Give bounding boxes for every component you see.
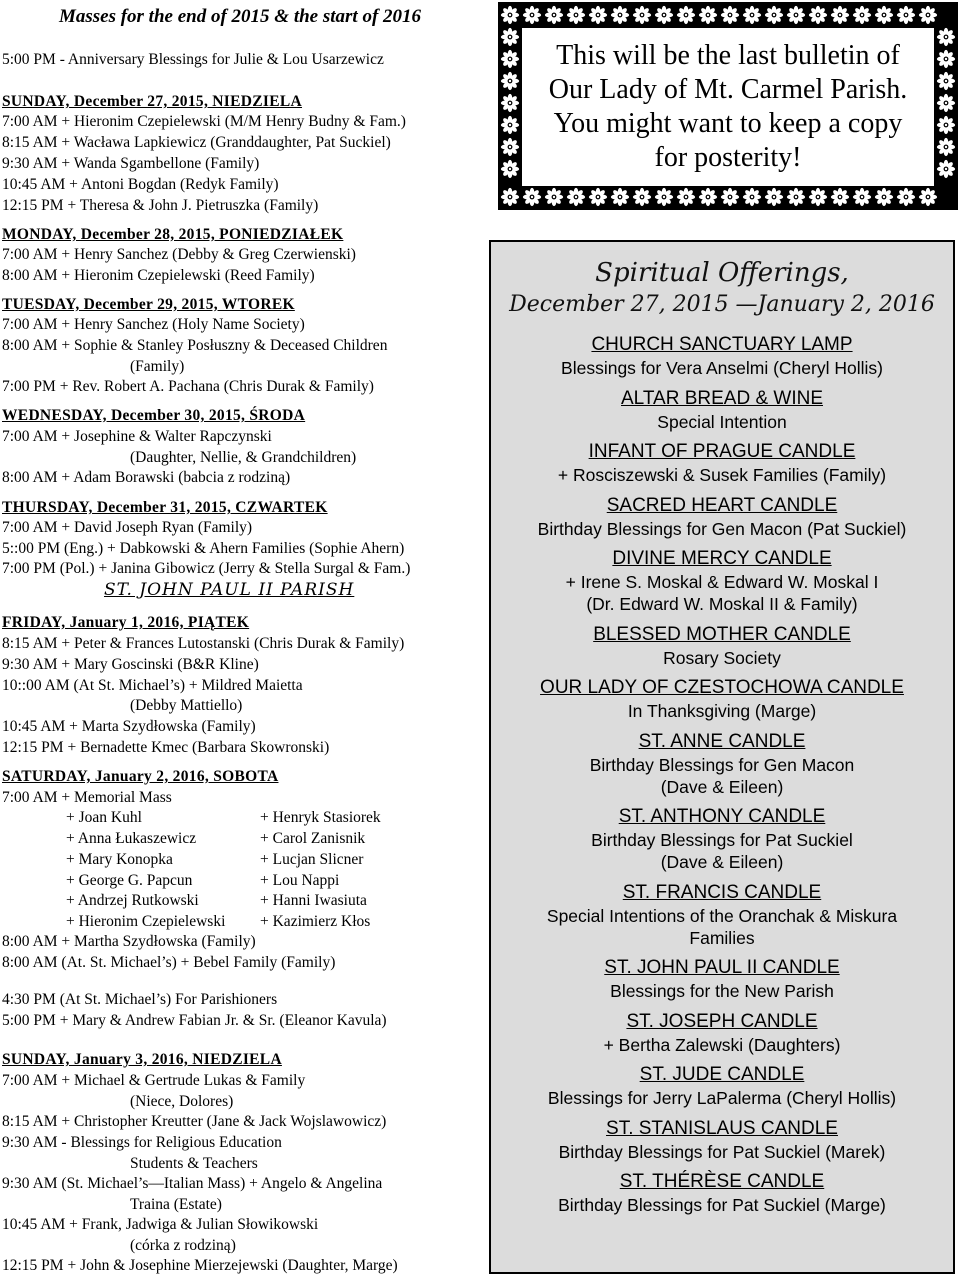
- flower-icon: [918, 187, 938, 207]
- mass-line: 7:00 PM + Rev. Robert A. Pachana (Chris Durak & Family): [2, 378, 374, 395]
- flower-icon: [764, 5, 784, 25]
- mass-line: 9:30 AM (St. Michael’s—Italian Mass) + Angelo & Angelina: [2, 1175, 383, 1192]
- flower-icon: [936, 71, 956, 91]
- offering-heading: ST. ANNE CANDLE: [638, 730, 806, 752]
- mass-line: 12:15 PM + John & Josephine Mierzejewski (Daughter, Marge): [2, 1257, 398, 1274]
- flower-icon: [566, 5, 586, 25]
- flower-icon: [588, 5, 608, 25]
- mass-line: (Debby Mattiello): [130, 697, 243, 714]
- flower-icon: [720, 187, 740, 207]
- offering-detail: Birthday Blessings for Gen Macon (Pat Suckiel): [537, 518, 907, 539]
- offering-heading: ALTAR BREAD & WINE: [621, 387, 823, 409]
- mass-line: + Hanni Iwasiuta: [260, 892, 367, 909]
- day-heading: SUNDAY, December 27, 2015, NIEDZIELA: [2, 93, 303, 110]
- mass-line: 5::00 PM (Eng.) + Dabkowski & Ahern Families (Sophie Ahern): [2, 540, 405, 557]
- notice-line: for posterity!: [654, 142, 802, 173]
- flower-icon: [610, 5, 630, 25]
- day-heading: SATURDAY, January 2, 2016, SOBOTA: [2, 768, 279, 785]
- day-heading: MONDAY, December 28, 2015, PONIEDZIAŁEK: [2, 226, 344, 243]
- flower-icon: [522, 5, 542, 25]
- mass-line: + Mary Konopka: [66, 851, 173, 868]
- mass-line: + Joan Kuhl: [66, 809, 142, 826]
- offering-detail: + Irene S. Moskal & Edward W. Moskal I: [565, 572, 879, 592]
- flower-icon: [936, 27, 956, 47]
- flower-icon: [500, 115, 520, 135]
- flower-icon: [588, 187, 608, 207]
- flower-icon: [786, 187, 806, 207]
- flower-icon: [742, 5, 762, 25]
- mass-line: 8:15 AM + Wacława Lapkiewicz (Granddaughter, Pat Suckiel): [2, 134, 391, 151]
- offering-heading: ST. JUDE CANDLE: [639, 1064, 805, 1085]
- day-heading: THURSDAY, December 31, 2015, CZWARTEK: [2, 499, 328, 516]
- mass-line: + Andrzej Rutkowski: [66, 892, 199, 909]
- flower-icon: [852, 187, 872, 207]
- mass-line: 12:15 PM + Bernadette Kmec (Barbara Skowronski): [2, 739, 330, 756]
- flower-icon: [936, 93, 956, 113]
- mass-line: 9:30 AM + Wanda Sgambellone (Family): [2, 155, 260, 172]
- mass-line: 5:00 PM + Mary & Andrew Fabian Jr. & Sr. (Eleanor Kavula): [2, 1012, 387, 1029]
- offering-detail: (Dave & Eileen): [660, 776, 784, 797]
- mass-line: + Carol Zanisnik: [260, 830, 366, 847]
- flower-icon: [500, 71, 520, 91]
- offering-detail: Blessings for the New Parish: [610, 981, 834, 1001]
- offering-detail: Birthday Blessings for Pat Suckiel (Marek): [558, 1141, 886, 1162]
- mass-line: 8:15 AM + Peter & Frances Lutostanski (Chris Durak & Family): [2, 635, 405, 652]
- mass-line: + Hieronim Czepielewski: [66, 913, 226, 930]
- mass-line: 8:00 AM + Hieronim Czepielewski (Reed Family): [2, 267, 315, 284]
- offering-detail: Birthday Blessings for Pat Suckiel (Marge): [558, 1195, 886, 1215]
- mass-line: 7:00 AM + Josephine & Walter Rapczynski: [2, 428, 272, 445]
- mass-line: + Henryk Stasiorek: [260, 809, 381, 826]
- flower-icon: [654, 187, 674, 207]
- mass-line: 9:30 AM - Blessings for Religious Education: [2, 1134, 282, 1151]
- mass-line: + Anna Łukaszewicz: [66, 830, 197, 847]
- mass-line: 7:00 AM + Henry Sanchez (Holy Name Society): [2, 316, 305, 333]
- mass-line: 4:30 PM (At St. Michael’s) For Parishioners: [2, 991, 278, 1008]
- flower-icon: [936, 159, 956, 179]
- offering-heading: ST. THÉRÈSE CANDLE: [619, 1171, 825, 1192]
- offering-detail: Rosary Society: [663, 647, 781, 668]
- mass-line: Students & Teachers: [130, 1155, 258, 1172]
- flower-icon: [500, 27, 520, 47]
- mass-line: (Niece, Dolores): [130, 1093, 234, 1110]
- flower-icon: [500, 49, 520, 69]
- mass-line: 7:00 PM (Pol.) + Janina Gibowicz (Jerry & Stella Surgal & Fam.): [2, 560, 411, 577]
- offering-detail: Blessings for Vera Anselmi (Cheryl Hollis): [561, 358, 883, 378]
- day-heading: FRIDAY, January 1, 2016, PIĄTEK: [2, 614, 250, 631]
- offering-heading: CHURCH SANCTUARY LAMP: [591, 334, 853, 355]
- offerings-title: Spiritual Offerings,: [595, 258, 849, 288]
- flower-icon: [830, 5, 850, 25]
- offering-detail: Special Intention: [657, 411, 787, 432]
- offering-heading: OUR LADY OF CZESTOCHOWA CANDLE: [540, 677, 904, 698]
- notice-text: [549, 39, 908, 175]
- offering-detail: Blessings for Jerry LaPalerma (Cheryl Hollis): [547, 1088, 897, 1108]
- mass-line: 8:00 AM (At. St. Michael’s) + Bebel Family (Family): [2, 954, 336, 971]
- flower-icon: [676, 5, 696, 25]
- flower-icon: [632, 5, 652, 25]
- mass-line: 7:00 AM + Hieronim Czepielewski (M/M Henry Budny & Fam.): [2, 113, 406, 130]
- notice-line: You might want to keep a copy: [553, 108, 903, 139]
- flower-icon: [936, 115, 956, 135]
- mass-line: 5:00 PM - Anniversary Blessings for Julie & Lou Usarzewicz: [2, 51, 384, 68]
- notice-line: This will be the last bulletin of: [556, 40, 900, 71]
- offerings-subtitle: December 27, 2015 —January 2, 2016: [509, 292, 935, 317]
- flower-icon: [522, 187, 542, 207]
- flower-icon: [544, 187, 564, 207]
- mass-line: (Family): [130, 358, 185, 375]
- flower-icon: [764, 187, 784, 207]
- offering-heading: DIVINE MERCY CANDLE: [612, 548, 832, 569]
- mass-line: 8:15 AM + Christopher Kreutter (Jane & Jack Wojslawowicz): [2, 1113, 387, 1130]
- flower-icon: [936, 137, 956, 157]
- offering-detail: + Rosciszewski & Susek Families (Family): [557, 465, 887, 485]
- flower-icon: [610, 187, 630, 207]
- flower-icon: [500, 187, 520, 207]
- offering-detail: (Dave & Eileen): [660, 852, 784, 872]
- flower-icon: [500, 159, 520, 179]
- mass-line: 8:00 AM + Adam Borawski (babcia z rodziną): [2, 469, 291, 486]
- mass-line: + George G. Papcun: [66, 872, 193, 889]
- offering-detail: Birthday Blessings for Gen Macon: [589, 754, 855, 775]
- mass-line: 7:00 AM + David Joseph Ryan (Family): [2, 519, 253, 536]
- flower-icon: [808, 187, 828, 207]
- flower-icon: [500, 5, 520, 25]
- flower-icon: [874, 5, 894, 25]
- flower-icon: [566, 187, 586, 207]
- offering-detail: Families: [689, 927, 755, 948]
- flower-icon: [918, 5, 938, 25]
- day-heading: TUESDAY, December 29, 2015, WTOREK: [2, 296, 295, 313]
- flower-icon: [852, 5, 872, 25]
- flower-icon: [544, 5, 564, 25]
- mass-line: (córka z rodziną): [130, 1237, 236, 1254]
- mass-line: + Lucjan Slicner: [260, 851, 364, 868]
- offering-heading: ST. STANISLAUS CANDLE: [606, 1117, 838, 1139]
- flower-icon: [654, 5, 674, 25]
- flower-icon: [698, 187, 718, 207]
- flower-icon: [698, 5, 718, 25]
- flower-icon: [936, 49, 956, 69]
- flower-icon: [896, 187, 916, 207]
- mass-line: (Daughter, Nellie, & Grandchildren): [130, 449, 357, 466]
- flower-icon: [808, 5, 828, 25]
- mass-line: 7:00 AM + Henry Sanchez (Debby & Greg Czerwienski): [2, 246, 356, 263]
- offering-detail: Birthday Blessings for Pat Suckiel: [591, 830, 853, 850]
- offering-detail: Special Intentions of the Oranchak & Miskura: [546, 905, 898, 926]
- offering-detail: + Bertha Zalewski (Daughters): [603, 1034, 841, 1055]
- last-bulletin-notice: [498, 2, 958, 210]
- mass-line: 8:00 AM + Martha Szydłowska (Family): [2, 933, 256, 950]
- mass-schedule-title: Masses for the end of 2015 & the start of 2016: [58, 6, 422, 27]
- mass-line: 12:15 PM + Theresa & John J. Pietruszka (Family): [2, 197, 319, 214]
- flower-icon: [830, 187, 850, 207]
- offering-heading: ST. ANTHONY CANDLE: [618, 806, 826, 827]
- offering-detail: (Dr. Edward W. Moskal II & Family): [586, 594, 858, 614]
- mass-line: Traina (Estate): [130, 1196, 222, 1213]
- offering-heading: ST. JOSEPH CANDLE: [626, 1010, 818, 1032]
- offering-heading: INFANT OF PRAGUE CANDLE: [588, 441, 856, 462]
- offering-detail: In Thanksgiving (Marge): [627, 701, 817, 721]
- mass-line: + Lou Nappi: [260, 872, 340, 889]
- spiritual-offerings-box: [489, 240, 955, 1274]
- flower-icon: [676, 187, 696, 207]
- mass-line: 7:00 AM + Memorial Mass: [2, 789, 172, 806]
- mass-line: 7:00 AM + Michael & Gertrude Lukas & Family: [2, 1072, 306, 1089]
- notice-line: Our Lady of Mt. Carmel Parish.: [548, 74, 908, 105]
- mass-line: 10:45 AM + Marta Szydłowska (Family): [2, 718, 256, 735]
- st-john-paul-ii-heading: ST. JOHN PAUL II PARISH: [104, 580, 355, 600]
- flower-icon: [500, 93, 520, 113]
- offering-heading: BLESSED MOTHER CANDLE: [593, 623, 851, 645]
- flower-icon: [786, 5, 806, 25]
- mass-line: 10:45 AM + Antoni Bogdan (Redyk Family): [2, 176, 279, 193]
- offering-heading: SACRED HEART CANDLE: [606, 494, 838, 516]
- flower-icon: [742, 187, 762, 207]
- flower-icon: [632, 187, 652, 207]
- flower-icon: [896, 5, 916, 25]
- mass-line: 9:30 AM + Mary Goscinski (B&R Kline): [2, 656, 259, 673]
- notice-inner: [522, 28, 934, 186]
- mass-line: 10::00 AM (At St. Michael’s) + Mildred Maietta: [2, 677, 303, 694]
- day-heading: SUNDAY, January 3, 2016, NIEDZIELA: [2, 1051, 282, 1068]
- mass-line: + Kazimierz Kłos: [260, 913, 371, 930]
- mass-line: 8:00 AM + Sophie & Stanley Posłuszny & Deceased Children: [2, 337, 388, 354]
- flower-icon: [874, 187, 894, 207]
- flower-icon: [500, 137, 520, 157]
- mass-line: 10:45 AM + Frank, Jadwiga & Julian Słowikowski: [2, 1216, 319, 1233]
- flower-icon: [720, 5, 740, 25]
- day-heading: WEDNESDAY, December 30, 2015, ŚRODA: [2, 407, 306, 424]
- offering-heading: ST. JOHN PAUL II CANDLE: [604, 957, 840, 978]
- offering-heading: ST. FRANCIS CANDLE: [622, 881, 822, 903]
